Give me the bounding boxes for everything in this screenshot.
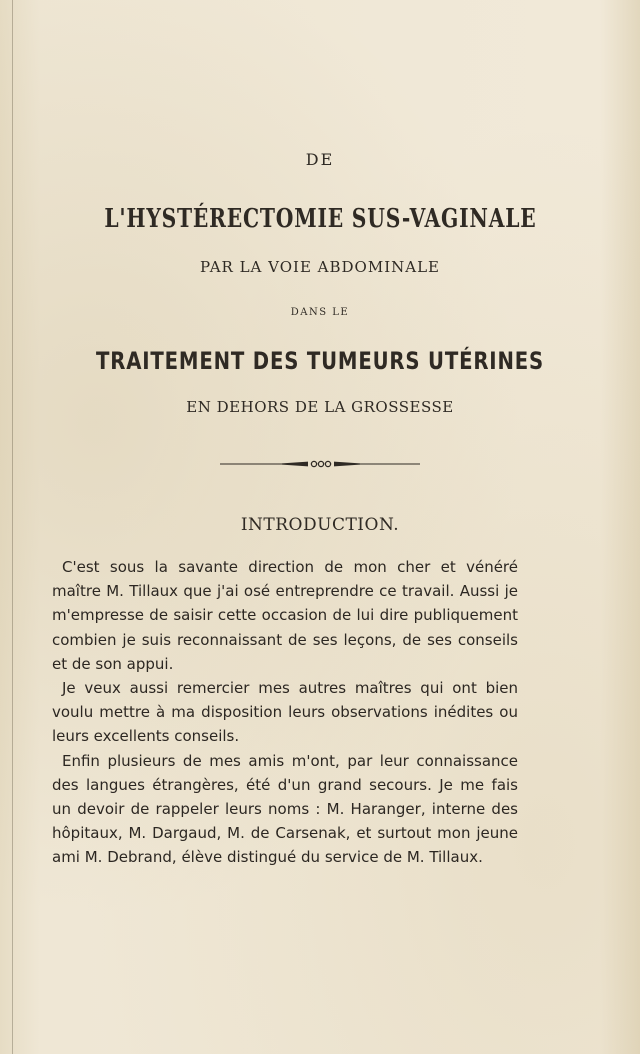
paragraph: C'est sous la savante direction de mon cher et vénéré maître M. Tillaux que j'ai osé entreprendre ce travail. Aussi je m'empresse de saisir cette occasion de lui dire publiquement combien je suis reconnaissant de ses leçons, de ses conseils et de son appui. [52,558,518,673]
main-title: L'HYSTÉRECTOMIE SUS-VAGINALE [104,204,537,234]
subtitle-dehors: EN DEHORS DE LA GROSSESSE [186,398,454,416]
section-title: INTRODUCTION. [240,515,400,535]
paragraph: Enfin plusieurs de mes amis m'ont, par leur connaissance des langues étrangères, été d'un grand secours. Je me fais un devoir de rappeler leurs noms : M. Haranger, interne des hôpitaux, M. Dargaud, M. de Carsenak, et surtout mon jeune ami M. Debrand, élève distingué du service de M. Tillaux. [52,751,518,867]
ornament-divider [220,458,420,470]
title-de: DE [305,150,335,169]
paragraph: Je veux aussi remercier mes autres maîtres qui ont bien voulu mettre à ma disposition leurs observations inédites ou leurs excellents conseils. [52,679,518,746]
body-text [52,555,518,870]
title-traitement: TRAITEMENT DES TUMEURS UTÉRINES [95,347,545,375]
subtitle-par: PAR LA VOIE ABDOMINALE [199,258,440,276]
subtitle-dans-le: DANS LE [290,307,350,318]
